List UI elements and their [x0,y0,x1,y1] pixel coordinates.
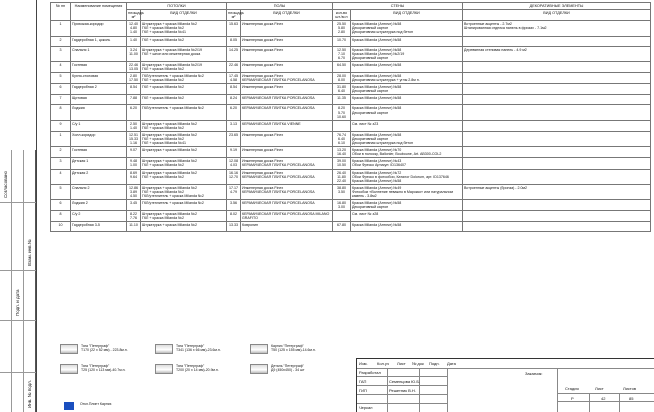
ceiling-area-cell: 2.80 17.50 [127,73,141,84]
decor-cell [463,120,651,131]
stamp-col-label: Подп. [429,361,440,366]
floor-finish-cell: Инженерная доска Finex [241,131,333,146]
stamp-stage: Р [571,396,574,401]
floor-area-cell: 3.13 [227,120,241,131]
ceiling-finish-cell: Штукатурка + краска Milanda №2 ГКЛ + краска Milanda №2 ГКЛ/утеплитель + краска Milanda №2 [141,184,227,199]
wall-finish-cell: Краска Milanda (Античн) №58 Декоративный картон [351,84,463,95]
num-cell: 7 [51,95,71,105]
floor-area-cell: 8.05 [227,36,241,46]
wall-finish-cell: См. лист № z28 [351,211,463,222]
table-row [51,184,651,199]
wall-finish-cell: Краска Milanda (Античн) №70 Обои в полоску, Вallonier, Bouboune, Art. AB300-COL2 [351,147,463,158]
wall-area-cell: 39.00 10.50 [333,158,351,169]
molding-legend [60,340,350,412]
floor-finish-cell: КЕРАМИЧЕСКАЯ ПЛИТКА VIENNE [241,120,333,131]
floor-finish-cell: Инженерная доска Finex [241,61,333,72]
floor-area-cell: 23.65 [227,131,241,146]
header-decor-finish: ВИД ОТДЕЛКИ [463,10,651,21]
wall-area-cell: 12.50 7.10 6.70 [333,46,351,61]
ceiling-area-cell: 12.40 4.80 1.40 [127,21,141,36]
floor-finish-cell: Инженерная доска Finex КЕРАМИЧЕСКАЯ ПЛИТКА PORCELANOSA [241,73,333,84]
floor-area-cell: 8.02 [227,211,241,222]
table-row [51,169,651,184]
floor-finish-cell: КЕРАМИЧЕСКАЯ ПЛИТКА PORCELANOSA [241,200,333,211]
decor-cell [463,36,651,46]
detail-swatch-icon [250,364,268,374]
room-cell: Спальня 1 [71,46,127,61]
ceiling-area-cell: 8.54 [127,84,141,95]
stamp-col-label: Изм. [359,361,368,366]
title-block [356,358,654,412]
header-floor-area: площадь м² [228,11,244,20]
floor-area-cell: 13.33 [227,222,241,232]
wall-finish-cell: Краска Milanda (Античн) №72 Обои Фреско в фотообои, Каталог Dolorum, арт. ID137646 Краска Milanda (Античн) №58 [351,169,463,184]
room-cell: Прихожая-коридор [71,21,127,36]
decor-cell: Встроенные акценты (бронза) - 2.0м2 [463,184,651,199]
table-row [51,95,651,105]
floor-finish-cell: Инженерная доска Finex КЕРАМИЧЕСКАЯ ПЛИТКА PORCELANOSA [241,184,333,199]
floor-finish-cell: Инженерная доска Finex КЕРАМИЧЕСКАЯ ПЛИТКА PORCELANOSA [241,169,333,184]
floor-area-cell: 17.45 4.58 [227,73,241,84]
decor-cell [463,61,651,72]
room-cell: Холл-коридор [71,131,127,146]
legend-item: Деталь "Петерграф" Д9 (450x450) - 34 шт [250,364,304,374]
header-wall-finish: ВИД ОТДЕЛКИ [351,10,463,21]
stamp-sheet-label: Лист [595,386,604,391]
wall-area-cell [333,120,351,131]
ceiling-area-cell: 1.40 [127,36,141,46]
num-cell: 8 [51,211,71,222]
num-cell: 6 [51,200,71,211]
legend-item: Карниз "Петерграф" Т50 (125 x 155 мм)-14.6м.п. [250,344,316,354]
floor-area-cell: 17.17 4.79 [227,184,241,199]
stamp-role: ГИП [359,388,367,393]
ceiling-area-cell: 11.10 [127,222,141,232]
room-cell: Гардеробная 1, цоколь [71,36,127,46]
decor-cell [463,147,651,158]
num-cell: 4 [51,169,71,184]
table-row [51,84,651,95]
ceiling-finish-cell: ГКЛ + краска Milanda №2 [141,95,227,105]
wall-finish-cell: Краска Milanda (Античн) №58 Краска Milanda (Античн) №2/19 Декоративный картон [351,46,463,61]
room-cell: Гардеробная 3-5 [71,222,127,232]
wall-area-cell: 31.80 6.40 [333,84,351,95]
table-row [51,211,651,222]
legend-item: Тяга "Петерграф" T25 (120 x 113 мм)-40.7м.п. [60,364,125,374]
ceiling-finish-cell: ГКЛ + краска Milanda №2 [141,84,227,95]
room-cell: Кухня-столовая [71,73,127,84]
header-decor: ДЕКОРАТИВНЫЕ ЭЛЕМЕНТЫ [463,3,651,10]
wall-area-cell [333,211,351,222]
header-wall-area: кол-во шт./м.п [333,10,351,21]
wall-finish-cell: Краска Milanda (Античн) №58 Декоративный картон [351,105,463,120]
legend-item: Тяга "Петерграф" T200 (20 x 14 мм)-20.9м.п. [155,364,219,374]
stamp-col-label: № док [412,361,424,366]
wall-finish-cell: Краска Milanda (Античн) №58 [351,95,463,105]
molding-swatch-icon [60,344,78,354]
decor-cell [463,169,651,184]
ceiling-finish-cell: ГКЛ/утеплитель + краска Milanda №2 ГКЛ + краска Milanda №2 [141,73,227,84]
stamp-role: ГАП [359,379,367,384]
decor-cell [463,211,651,222]
floor-finish-cell: Инженерная доска Finex КЕРАМИЧЕСКАЯ ПЛИТКА PORCELANOSA [241,158,333,169]
decor-cell [463,158,651,169]
header-num: № пп [51,3,71,21]
ceiling-area-cell: 3.24 11.00 [127,46,141,61]
header-floors: ПОЛЫ [227,3,333,10]
header-ceilings: ПОТОЛКИ [127,3,227,10]
floor-area-cell: 22.46 [227,61,241,72]
legend-item: Откл.Плинт Карниз [80,402,112,406]
table-row [51,222,651,232]
side-approval-strip [0,150,36,412]
num-cell: 1 [51,21,71,36]
decor-cell [463,95,651,105]
ceiling-area-cell: 12.51 15.33 1.16 [127,131,141,146]
ceiling-finish-cell: Штукатурка + краска Milanda №2 ГКЛ + краска Milanda №2 ГКЛ + краска Milanda №41 [141,131,227,146]
floor-area-cell: 6.20 [227,105,241,120]
ceiling-finish-cell: Штукатурка + краска Milanda №2 ГКЛ + краска Milanda №2 [141,169,227,184]
stamp-role: Разработал [359,370,381,375]
num-cell: 4 [51,61,71,72]
ceiling-area-cell: 2.50 1.40 [127,120,141,131]
header-room: Наименование помещения [71,3,127,21]
floor-area-cell: 8.54 [227,84,241,95]
ceiling-area-cell: 3.45 [127,200,141,211]
room-cell: Щитовая [71,95,127,105]
num-cell: 2 [51,36,71,46]
ceiling-finish-cell: Штукатурка + краска Milanda №2 [141,222,227,232]
wall-area-cell: 26.40 11.80 22.40 [333,169,351,184]
room-cell: Детская 2 [71,169,127,184]
ceiling-area-cell: 12.86 3.89 4.50 [127,184,141,199]
floor-finish-cell: КЕРАМИЧЕСКАЯ ПЛИТКА PORCELANOSA [241,105,333,120]
floor-area-cell: 9.19 [227,147,241,158]
table-row [51,120,651,131]
wall-finish-cell: Краска Milanda (Античн) №58 [351,61,463,72]
room-cell: Гостевая [71,147,127,158]
molding-swatch-icon [155,344,173,354]
floor-finish-cell: Инженерная доска Finex [241,21,333,36]
table-row [51,21,651,36]
wall-area-cell: 76.74 6.40 6.10 [333,131,351,146]
ceiling-area-cell: 9.07 [127,147,141,158]
room-cell: Гардеробная 2 [71,84,127,95]
wall-finish-cell: Краска Milanda (Античн) №58 Декоративный картон [351,200,463,211]
floor-area-cell: 3.56 [227,200,241,211]
wall-area-cell: 64.50 [333,61,351,72]
stamp-sheets-total: 85 [629,396,634,401]
floor-finish-cell: КЕРАМИЧЕСКАЯ ПЛИТКА PORCELANOSA MILANO GRAFITO [241,211,333,222]
wall-finish-cell: Краска Milanda (Античн) №58 Декоративный картон Декоративная штукатурка под бетон [351,21,463,36]
finish-schedule-table [50,2,651,232]
table-row [51,61,651,72]
stamp-sheet-number: 42 [601,396,606,401]
floor-area-cell: 14.25 [227,46,241,61]
stamp-col-label: Лист [397,361,406,366]
decor-cell [463,200,651,211]
ceiling-area-cell: 8.22 7.76 [127,211,141,222]
decor-cell: Встроенные акценты - 2.7м2 Штапированная отделка панель в фризах - 7.1м2 [463,21,651,36]
table-row [51,46,651,61]
ceiling-finish-cell: Штукатурка + краска Milanda №2 ГКЛ + краска Milanda №2 [141,120,227,131]
wall-finish-cell: Краска Milanda (Античн) №49 Фотообои «Волнение неважно в Марокко» или натуральном камень - 3.8м2 [351,184,463,199]
room-cell: Лоджия 2 [71,200,127,211]
molding-swatch-icon [60,364,78,374]
ceiling-finish-cell: Штукатурка + краска Milanda №2/19 ГКЛ + шпон или инженерная доска [141,46,227,61]
num-cell: 3 [51,158,71,169]
decor-cell [463,105,651,120]
decor-cell [463,73,651,84]
decor-cell [463,84,651,95]
floor-finish-cell: КЕРАМИЧЕСКАЯ ПЛИТКА PORCELANOSA [241,95,333,105]
ceiling-finish-cell: Штукатурка + краска Milanda №2 ГКЛ + краска Milanda №2 [141,211,227,222]
wall-finish-cell: См. лист № z23 [351,120,463,131]
wall-finish-cell: Краска Milanda (Античн) №58 [351,222,463,232]
wall-area-cell: 16.80 3.00 [333,200,351,211]
floor-area-cell: 8.24 [227,95,241,105]
plinth-swatch-icon [64,402,74,410]
num-cell: 8 [51,105,71,120]
room-cell: С/у 1 [71,120,127,131]
wall-area-cell: 28.00 8.00 [333,73,351,84]
num-cell: 5 [51,73,71,84]
table-row [51,158,651,169]
ceiling-area-cell: 7.88 [127,95,141,105]
num-cell: 1 [51,131,71,146]
ceiling-area-cell: 9.48 1.00 [127,158,141,169]
wall-area-cell: 10.70 [333,36,351,46]
num-cell: 3 [51,46,71,61]
wall-area-cell: 13.20 16.40 [333,147,351,158]
stamp-customer-label: Заказчик: [525,371,543,376]
wall-area-cell: 25.50 5.80 2.80 [333,21,351,36]
room-cell: Спальня 2 [71,184,127,199]
ceiling-finish-cell: Штукатурка + краска Milanda №2/19 ГКЛ + краска Milanda №2 [141,61,227,72]
num-cell: 2 [51,147,71,158]
ceiling-finish-cell: Штукатурка + краска Milanda №2 ГКЛ + краска Milanda №2 [141,158,227,169]
side-label-approved: Согласовано [3,170,8,198]
wall-finish-cell: Краска Milanda (Античн) №58 Декоративная штукатурка + углы 2.8м п. [351,73,463,84]
stamp-name: Решетник В.Н. [389,388,416,393]
room-cell: С/у 2 [71,211,127,222]
num-cell: 5 [51,184,71,199]
wall-finish-cell: Краска Milanda (Античн) №58 Декоративный картон Декоративная штукатурка под бетон [351,131,463,146]
header-ceiling-finish: ВИД ОТДЕЛКИ [141,10,227,21]
stamp-sheets-label: Листов [623,386,636,391]
ceiling-area-cell: 22.46 13.05 [127,61,141,72]
floor-finish-cell: Инженерная доска Finex [241,36,333,46]
room-cell: Детская 1 [71,158,127,169]
stamp-role: Черкал [359,405,373,410]
wall-area-cell: 38.80 3.50 [333,184,351,199]
ceiling-finish-cell: Штукатурка + краска Milanda №2 ГКЛ + краска Milanda №2 ГКЛ + краска Milanda №41 [141,21,227,36]
stamp-col-label: Кол.уч [377,361,389,366]
floor-finish-cell: Ковролин [241,222,333,232]
num-cell: 6 [51,84,71,95]
room-cell: Лоджия [71,105,127,120]
ceiling-finish-cell: ГКЛ/утеплитель + краска Milanda №2 [141,105,227,120]
decor-cell [463,222,651,232]
table-row [51,200,651,211]
num-cell: 9 [51,120,71,131]
table-row [51,147,651,158]
floor-finish-cell: Инженерная доска Finex [241,46,333,61]
legend-item: Тяга "Петерграф" T341 (136 x 66 мм)-23.6м.п. [155,344,221,354]
ceiling-finish-cell: Штукатурка + краска Milanda №2 [141,147,227,158]
room-cell: Гостевая [71,61,127,72]
wall-area-cell: 67.80 [333,222,351,232]
wall-area-cell: 8.20 5.70 10.60 [333,105,351,120]
side-label-replace-inv: Взам. инв.№ [27,239,32,266]
header-floor-finish: ВИД ОТДЕЛКИ [241,10,333,21]
table-row [51,131,651,146]
floor-area-cell: 12.08 4.03 [227,158,241,169]
floor-finish-cell: Инженерная доска Finex [241,147,333,158]
header-walls: СТЕНЫ [333,3,463,10]
ceiling-finish-cell: ГКЛ + краска Milanda №2 [141,36,227,46]
table-row [51,105,651,120]
table-row [51,73,651,84]
stamp-col-label: Дата [447,361,456,366]
ceiling-finish-cell: ГКЛ/утеплитель + краска Milanda №2 [141,200,227,211]
num-cell: 10 [51,222,71,232]
decor-cell: Деревянная стеновая панель - 4.9 м2 [463,46,651,61]
decor-cell [463,131,651,146]
wall-finish-cell: Краска Milanda (Античн) №43 Обои Фреско Артикул: ID136407 [351,158,463,169]
ceiling-area-cell: 6.20 [127,105,141,120]
wall-area-cell: 11.35 [333,95,351,105]
header-ceiling-area: площадь м² [128,11,144,20]
wall-finish-cell: Краска Milanda (Античн) №58 [351,36,463,46]
stamp-name: Семенцова Ю.Б. [389,379,421,384]
stamp-stage-label: Стадия [565,386,579,391]
ceiling-area-cell: 8.69 9.64 [127,169,141,184]
side-label-sign-date: Подп. и дата [15,289,20,316]
cornice-swatch-icon [250,344,268,354]
table-row [51,36,651,46]
floor-finish-cell: Инженерная доска Finex [241,84,333,95]
floor-area-cell: 16.16 12.70 [227,169,241,184]
molding-swatch-icon [155,364,173,374]
side-label-inv-orig: Инв. № подл. [27,379,32,408]
floor-area-cell: 15.63 [227,21,241,36]
legend-item: Тяга "Петерграф" T170 (22 x 52 мм) - 223.8м.п. [60,344,128,354]
